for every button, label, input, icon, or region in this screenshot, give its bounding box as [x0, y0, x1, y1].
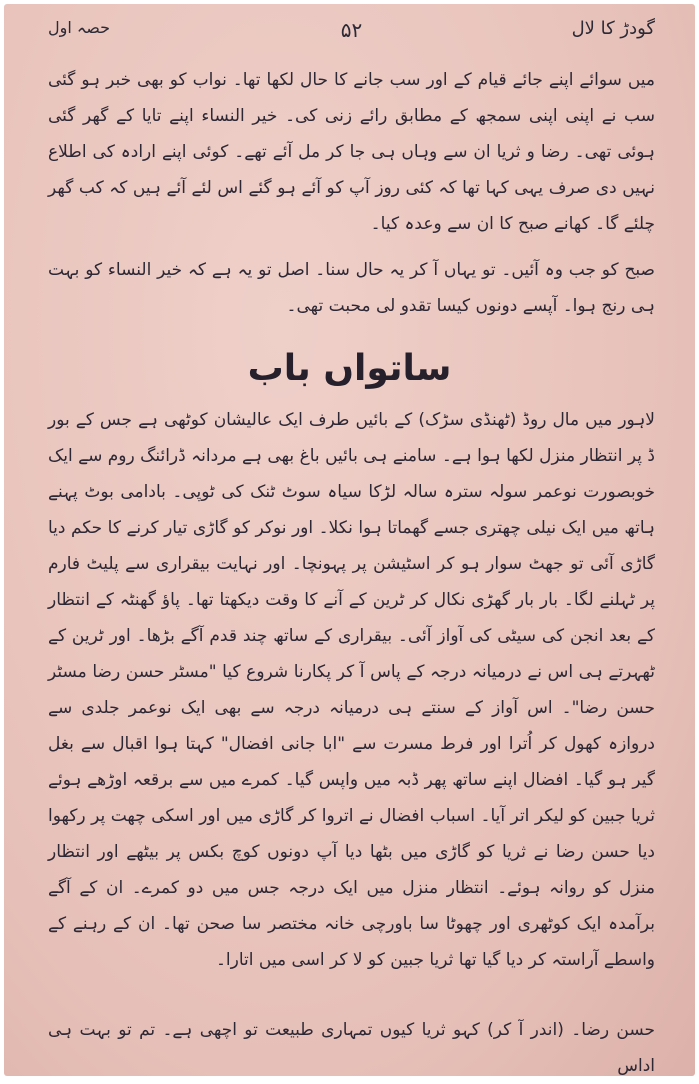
part-label: حصہ اول: [48, 18, 111, 37]
paragraph-2: صبح کو جب وہ آئیں۔ تو یہاں آ کر یہ حال سنا۔ اصل تو یہ ہے کہ خیر النساء کو بہت ہی رنج ہوا۔ آپسے دونوں کیسا تقدو لی محبت تھی۔: [48, 260, 655, 316]
chapter-title: ساتواں باب: [247, 348, 452, 389]
paragraph-3: لاہور میں مال روڈ (ٹھنڈی سڑک) کے بائیں طرف ایک عالیشان کوٹھی ہے جس کے بور ڈ پر انتظار منزل لکھا ہوا ہے۔ سامنے ہی بائیں باغ بھی ہے مردانہ ڈرائنگ روم سے ایک خوبصورت نوعمر سولہ سترہ سالہ لڑکا سیاہ سوٹ ٹنک کی ٹوپی۔ بادامی بوٹ پہنے ہاتھ میں ایک نیلی چھتری جسے گھماتا ہوا نکلا۔ اور نوکر کو گاڑی تیار کرنے کا حکم دیا گاڑی آئی تو جھٹ سوار ہو کر اسٹیشن پر پہونچا۔ اور نہایت بیقراری سے پلیٹ فارم پر ٹہلنے لگا۔ بار بار گھڑی نکال کر ٹرین کے آنے کا وقت دیکھتا تھا۔ پاؤ گھنٹہ کے انتظار کے بعد انجن کی سیٹی کی آواز آئی۔ بیقراری کے ساتھ چند قدم آگے بڑھا۔ اور ٹرین کے ٹھہرتے ہی اس نے درمیانہ درجہ کے پاس آ کر پکارنا شروع کیا "مسٹر حسن رضا مسٹر حسن رضا"۔ اس آواز کے سنتے ہی درمیانہ درجہ سے بھی ایک نوعمر جلدی سے دروازہ کھول کر اُترا اور فرط مسرت سے "ابا جانی افضال" کہتا ہوا اقبال سے بغل گیر ہو گیا۔ افضال اپنے ساتھ پھر ڈبہ میں واپس گیا۔ کمرے میں سے برقعہ اوڑھے ہوئے ثریا جبین کو لیکر اتر آیا۔ اسباب افضال نے اتروا کر گاڑی میں اور اسکی چھت پر رکھوا دیا حسن رضا نے ثریا کو گاڑی میں بٹھا دیا آپ دونوں کوچ بکس پر بیٹھے اور انتظار منزل کو روانہ ہوئے۔ انتظار منزل میں ایک درجہ جس میں دو کمرے۔ ان کے آگے برآمدہ ایک کوٹھری اور چھوٹا سا باورچی خانہ مختصر سا صحن تھا۔ ان کے رہنے کے واسطے آراستہ کر دیا گیا تھا ثریا جبین کو لا کر اسی میں اتارا۔: [48, 410, 655, 970]
page-number: ۵۲: [340, 18, 363, 42]
paragraph-4: حسن رضا۔ (اندر آ کر) کہو ثریا کیوں تمہاری طبیعت تو اچھی ہے۔ تم تو بہت ہی اداس: [48, 1020, 655, 1076]
book-title: گودڑ کا لال: [571, 18, 655, 39]
page-header: [48, 18, 655, 48]
paragraph-1: میں سوائے اپنے جائے قیام کے اور سب جانے کا حال لکھا تھا۔ نواب کو بھی خبر ہو گئی سب نے اپنی اپنی سمجھ کے مطابق رائے زنی کی۔ خیر النساء اپنے تایا کے گھر گئی ہوئی تھی۔ رضا و ثریا ان سے وہاں ہی جا کر مل آئے تھے۔ کوئی اپنے ارادہ کی اطلاع نہیں دی صرف یہی کہا تھا کہ کئی روز آپ کو آئے ہو گئے اس لئے آئے ہیں کہ کب گھر چلئے گا۔ کھانے صبح کا ان سے وعدہ کیا۔: [48, 70, 655, 234]
book-page: [4, 4, 695, 1076]
